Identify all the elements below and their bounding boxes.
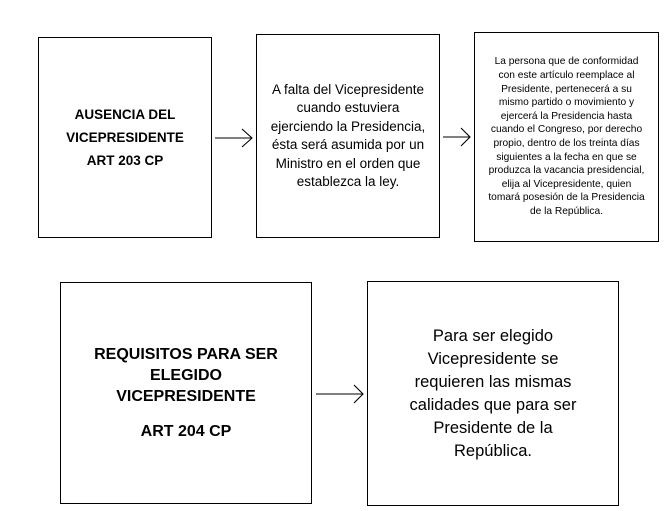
- node-text: elija al Vicepresidente, quien: [501, 178, 632, 190]
- arrow-icon: [443, 128, 470, 146]
- node-text: calidades que para ser: [409, 395, 577, 414]
- node-text: Vicepresidente se: [427, 349, 559, 368]
- node-text: ART 204 CP: [140, 423, 232, 440]
- node-text: ejerciendo la Presidencia,: [270, 118, 426, 134]
- node-text: siguientes a la fecha en que se: [496, 151, 637, 163]
- node-text: requieren las mismas: [414, 372, 572, 391]
- node-text: A falta del Vicepresidente: [271, 81, 425, 97]
- node-text: propio, dentro de los treinta días: [493, 138, 640, 149]
- node-text: Para ser elegido: [432, 326, 554, 345]
- node-text: VICEPRESIDENTE: [116, 388, 256, 405]
- node-text: ART 203 CP: [86, 153, 164, 168]
- node-text: establezca la ley.: [296, 174, 400, 189]
- node-text: Presidente, pertenecerá a su: [501, 83, 632, 95]
- node-text: ELEGIDO: [149, 367, 222, 384]
- node-text: AUSENCIA DEL: [74, 107, 176, 122]
- node-text: con este artículo reemplace al: [498, 70, 635, 82]
- node-text: de la República.: [529, 205, 604, 217]
- node-text: VICEPRESIDENTE: [66, 130, 184, 145]
- node-text: cuando el Congreso, por derecho: [490, 124, 643, 136]
- node-text: Ministro en el orden que: [275, 155, 421, 171]
- node-text: REQUISITOS PARA SER: [94, 346, 278, 363]
- node-text: La persona que de conformidad: [494, 56, 639, 68]
- node-text: República.: [454, 441, 532, 460]
- node-text: mismo partido o movimiento y: [498, 97, 635, 109]
- node-text: Presidente de la: [433, 418, 553, 437]
- node-text: cuando estuviera: [296, 100, 400, 115]
- node-text: ejercerá la Presidencia hasta: [500, 110, 633, 122]
- node-text: ésta será asumida por un: [271, 137, 425, 152]
- node-text: produzca la vacancia presidencial,: [488, 165, 645, 177]
- arrow-icon: [215, 129, 252, 147]
- arrow-icon: [316, 385, 363, 403]
- node-text: tomará posesión de la Presidencia: [488, 192, 645, 204]
